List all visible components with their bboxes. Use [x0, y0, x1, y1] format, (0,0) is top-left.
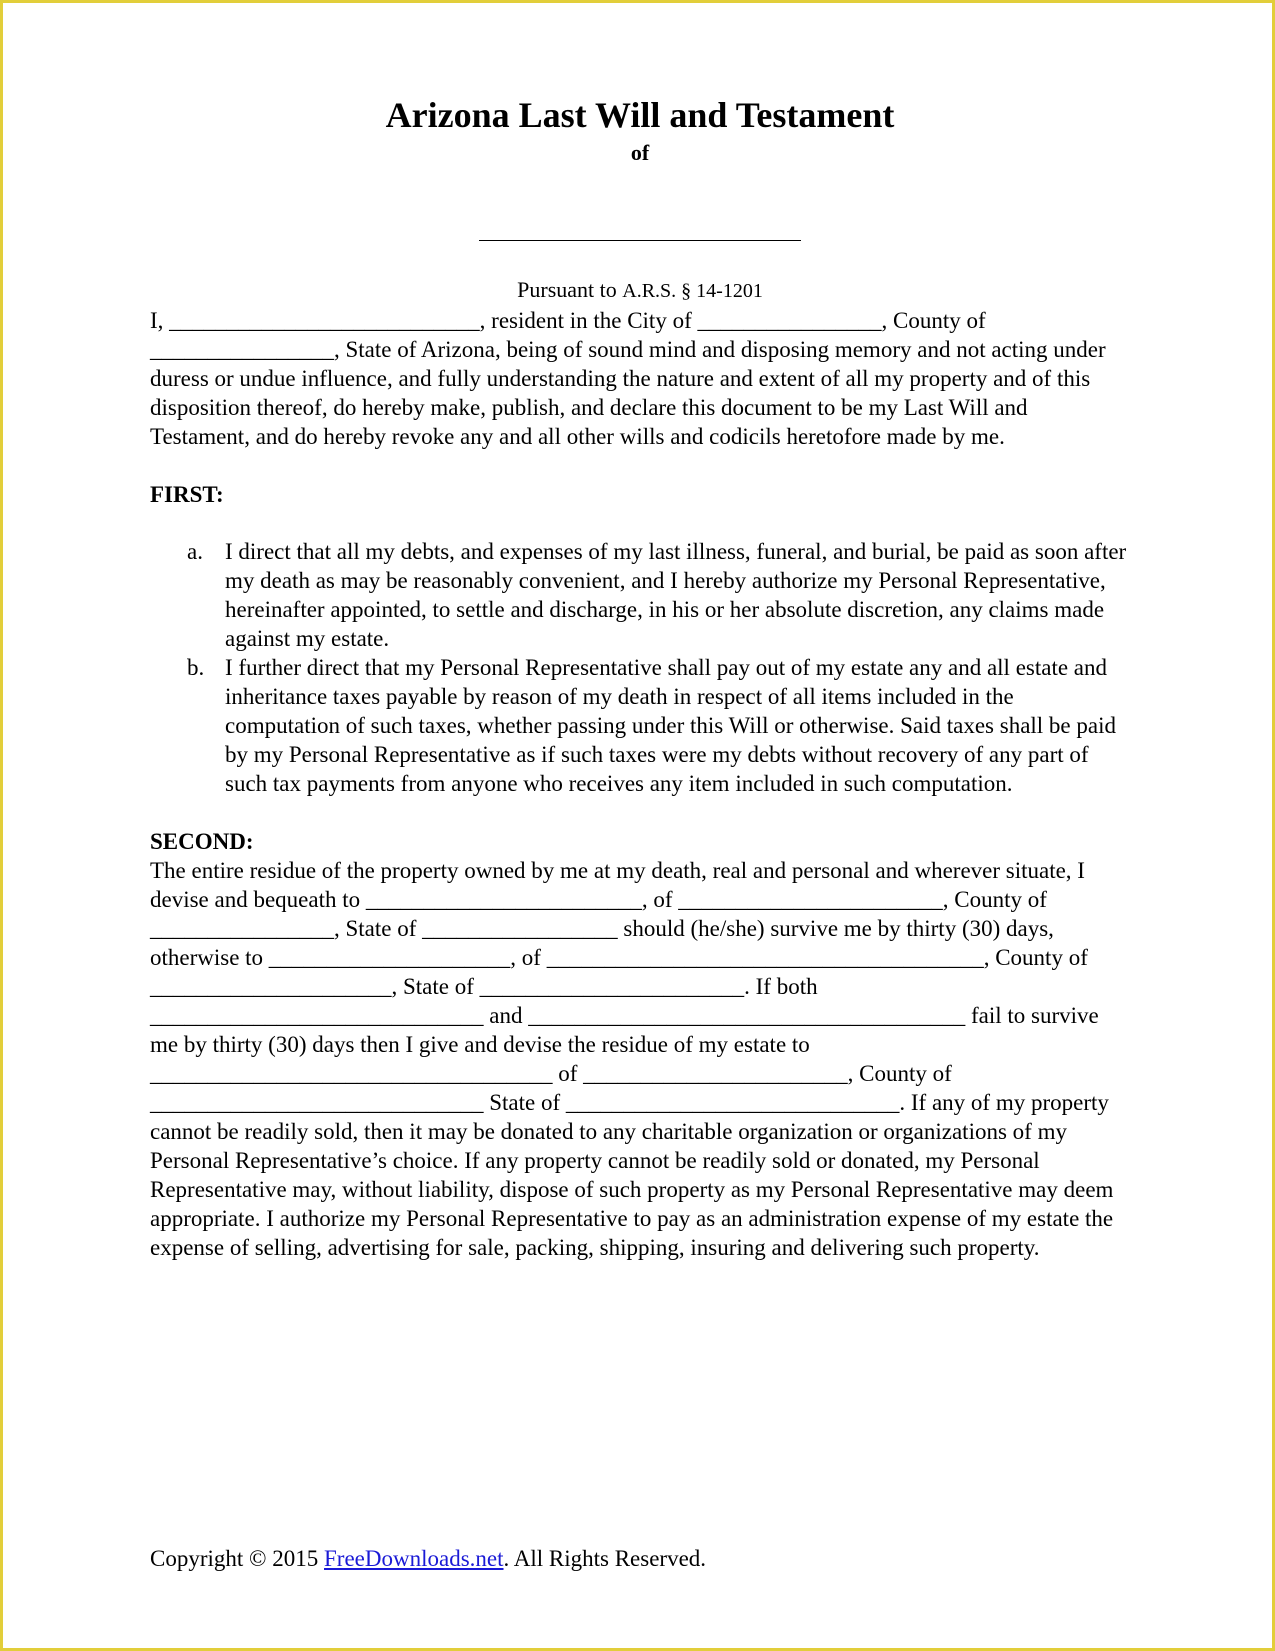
intro-paragraph: I, ___________________________, resident in the City of ________________, County of ________________, State of Arizona, being of sound mind and disposing memory and not acting under duress or undue influence, and fully understanding the nature and extent of all my property and of this disposition thereof, do hereby make, publish, and declare this document to be my Last Will and Testament, and do hereby revoke any and all other wills and codicils heretofore made by me. [150, 308, 1106, 449]
pursuant-prefix: Pursuant to [517, 277, 617, 302]
list-item-text: I further direct that my Personal Representative shall pay out of my estate any and all estate and inheritance taxes payable by reason of my death in respect of all items included in the computation of such taxes, whether passing under this Will or otherwise. Said taxes shall be paid by my Personal Representative as if such taxes were my debts without recovery of any part of such tax payments from anyone who receives any item included in such computation. [225, 655, 1116, 796]
freedownloads-link[interactable]: FreeDownloads.net [324, 1546, 504, 1571]
testator-name-blank [479, 240, 801, 241]
list-marker: a. [187, 539, 203, 564]
section-first-list [150, 537, 1130, 798]
section-second-heading: SECOND: [150, 829, 254, 854]
copyright-footer [150, 1545, 706, 1573]
document-title-of: of [630, 140, 650, 165]
document-title: Arizona Last Will and Testament [385, 95, 895, 135]
list-item-text: I direct that all my debts, and expenses of my last illness, funeral, and burial, be paid as soon after my death as may be reasonably convenient, and I hereby authorize my Personal Representative, hereinafter appointed, to settle and discharge, in his or her absolute discretion, any claims made against my estate. [225, 539, 1127, 651]
section-second-paragraph: The entire residue of the property owned by me at my death, real and personal and wherever situate, I devise and bequeath to ________________________, of _______________________, County of ________________, State of _________________ should (he/she) survive me by thirty (30) days, otherwise to _____________________, of ______________________________________, County of _____________________, State of _______________________. If both _____________________________ and ______________________________________ fail to survive me by thirty (30) days then I give and devise the residue of my estate to ___________________________________ of _______________________, County of _____________________________ State of _____________________________. If any of my property cannot be readily sold, then it may be donated to any charitable organization or organizations of my Personal Representative’s choice. If any property cannot be readily sold or donated, my Personal Representative may, without liability, dispose of such property as my Personal Representative may deem appropriate. I authorize my Personal Representative to pay as an administration expense of my estate the expense of selling, advertising for sale, packing, shipping, insuring and delivering such property. [150, 858, 1114, 1260]
list-item [150, 653, 1130, 798]
document-body [150, 90, 1130, 1262]
list-item [150, 537, 1130, 653]
copyright-prefix: Copyright © 2015 [150, 1546, 325, 1571]
section-first-heading: FIRST: [150, 482, 224, 507]
statute-reference: A.R.S. § 14-1201 [622, 280, 763, 302]
pursuant-line [150, 275, 1130, 306]
copyright-suffix: . All Rights Reserved. [503, 1546, 707, 1571]
list-marker: b. [187, 655, 205, 680]
